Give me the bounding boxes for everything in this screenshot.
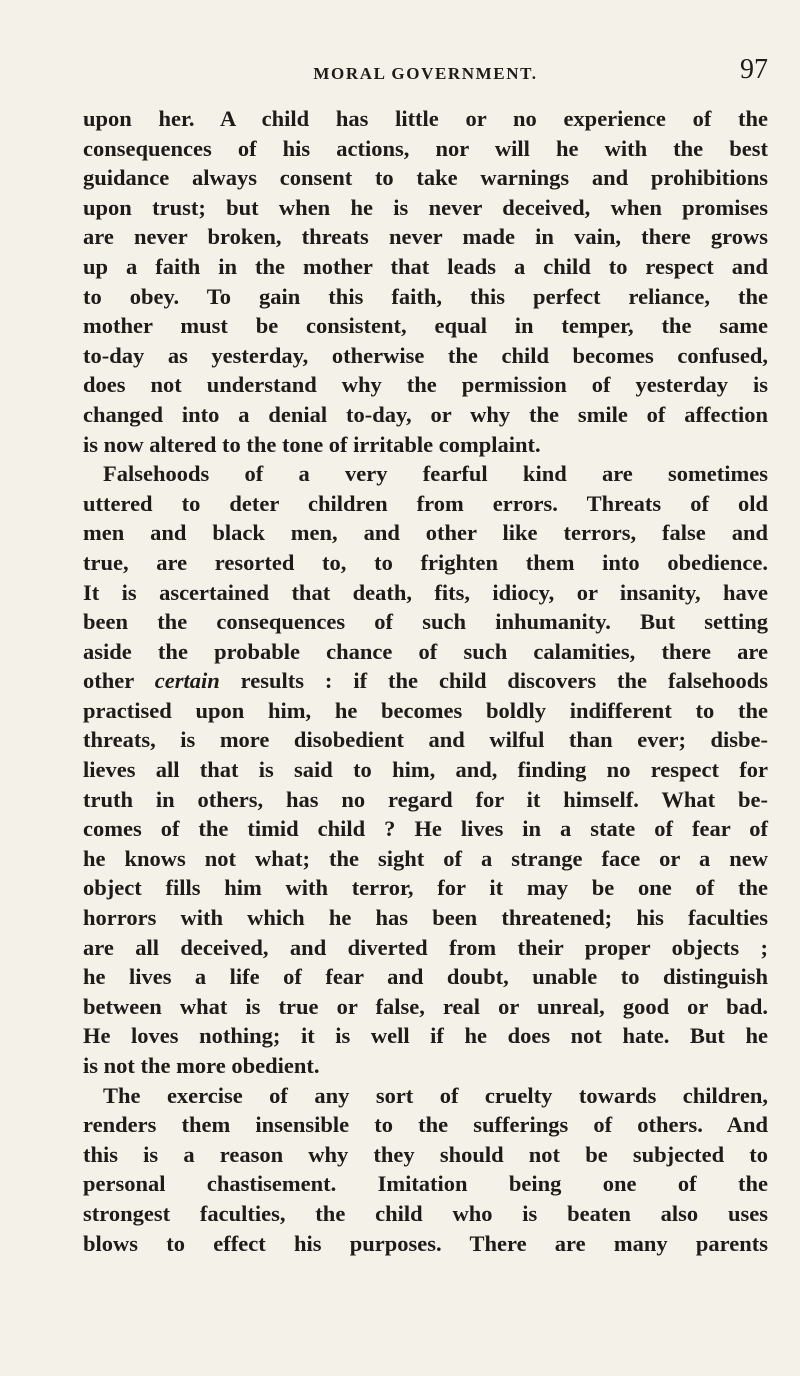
text-line: personal chastisement. Imitation being one of the bbox=[83, 1171, 768, 1197]
text-line: blows to effect his purposes. There are many parents bbox=[83, 1230, 768, 1256]
text-line: men and black men, and other like terrors, false and bbox=[83, 520, 768, 546]
text-line: He loves nothing; it is well if he does not hate. But he bbox=[83, 1023, 768, 1049]
text-line: truth in others, has no regard for it himself. What be- bbox=[83, 786, 768, 812]
text-line: practised upon him, he becomes boldly indifferent to the bbox=[83, 697, 768, 723]
text-line: he lives a life of fear and doubt, unable to distinguish bbox=[83, 964, 768, 990]
text-line: It is ascertained that death, fits, idiocy, or insanity, have bbox=[83, 579, 768, 605]
text-line: horrors with which he has been threatened; his faculties bbox=[83, 905, 768, 931]
text-line: he knows not what; the sight of a strange face or a new bbox=[83, 845, 768, 871]
italic-emphasis: certain bbox=[154, 668, 220, 694]
text-line: is now altered to the tone of irritable complaint. bbox=[83, 431, 541, 457]
text-line: does not understand why the permission of yesterday is bbox=[83, 372, 768, 398]
text-line: strongest faculties, the child who is beaten also uses bbox=[83, 1200, 768, 1226]
text-line: renders them insensible to the sufferings of others. And bbox=[83, 1112, 768, 1138]
text-line: to obey. To gain this faith, this perfect reliance, the bbox=[83, 283, 768, 309]
text-line: upon trust; but when he is never deceived, when promises bbox=[83, 194, 768, 220]
text-line: mother must be consistent, equal in temper, the same bbox=[83, 313, 768, 339]
text-line: this is a reason why they should not be subjected to bbox=[83, 1141, 768, 1167]
running-head bbox=[83, 56, 768, 86]
text-line: true, are resorted to, to frighten them into obedience. bbox=[83, 549, 768, 575]
text-line: other certain results : if the child discovers the falsehoods bbox=[83, 668, 768, 694]
text-line: threats, is more disobedient and wilful than ever; disbe- bbox=[83, 727, 768, 753]
text-line: between what is true or false, real or unreal, good or bad. bbox=[83, 993, 768, 1019]
text-line: guidance always consent to take warnings and prohibitions bbox=[83, 165, 768, 191]
text-line: are all deceived, and diverted from their proper objects ; bbox=[83, 934, 768, 960]
text-line: consequences of his actions, nor will he with the best bbox=[83, 135, 768, 161]
text-line: aside the probable chance of such calamities, there are bbox=[83, 638, 768, 664]
text-line: uttered to deter children from errors. Threats of old bbox=[83, 490, 768, 516]
text-line: comes of the timid child ? He lives in a state of fear of bbox=[83, 816, 768, 842]
text-line: lieves all that is said to him, and, finding no respect for bbox=[83, 757, 768, 783]
body-text bbox=[83, 104, 768, 1258]
text-line: are never broken, threats never made in vain, there grows bbox=[83, 224, 768, 250]
text-line: changed into a denial to-day, or why the smile of affection bbox=[83, 401, 768, 427]
text-line: Falsehoods of a very fearful kind are sometimes bbox=[103, 461, 768, 487]
text-line: to-day as yesterday, otherwise the child becomes confused, bbox=[83, 342, 768, 368]
text-line: upon her. A child has little or no experience of the bbox=[83, 106, 768, 131]
text-line: object fills him with terror, for it may be one of the bbox=[83, 875, 768, 901]
text-line: up a faith in the mother that leads a child to respect and bbox=[83, 253, 768, 279]
text-line: been the consequences of such inhumanity. But setting bbox=[83, 609, 768, 635]
text-line: is not the more obedient. bbox=[83, 1053, 320, 1078]
text-line: The exercise of any sort of cruelty towards children, bbox=[103, 1082, 768, 1108]
running-title: MORAL GOVERNMENT. bbox=[313, 64, 538, 83]
page-number: 97 bbox=[740, 54, 768, 85]
